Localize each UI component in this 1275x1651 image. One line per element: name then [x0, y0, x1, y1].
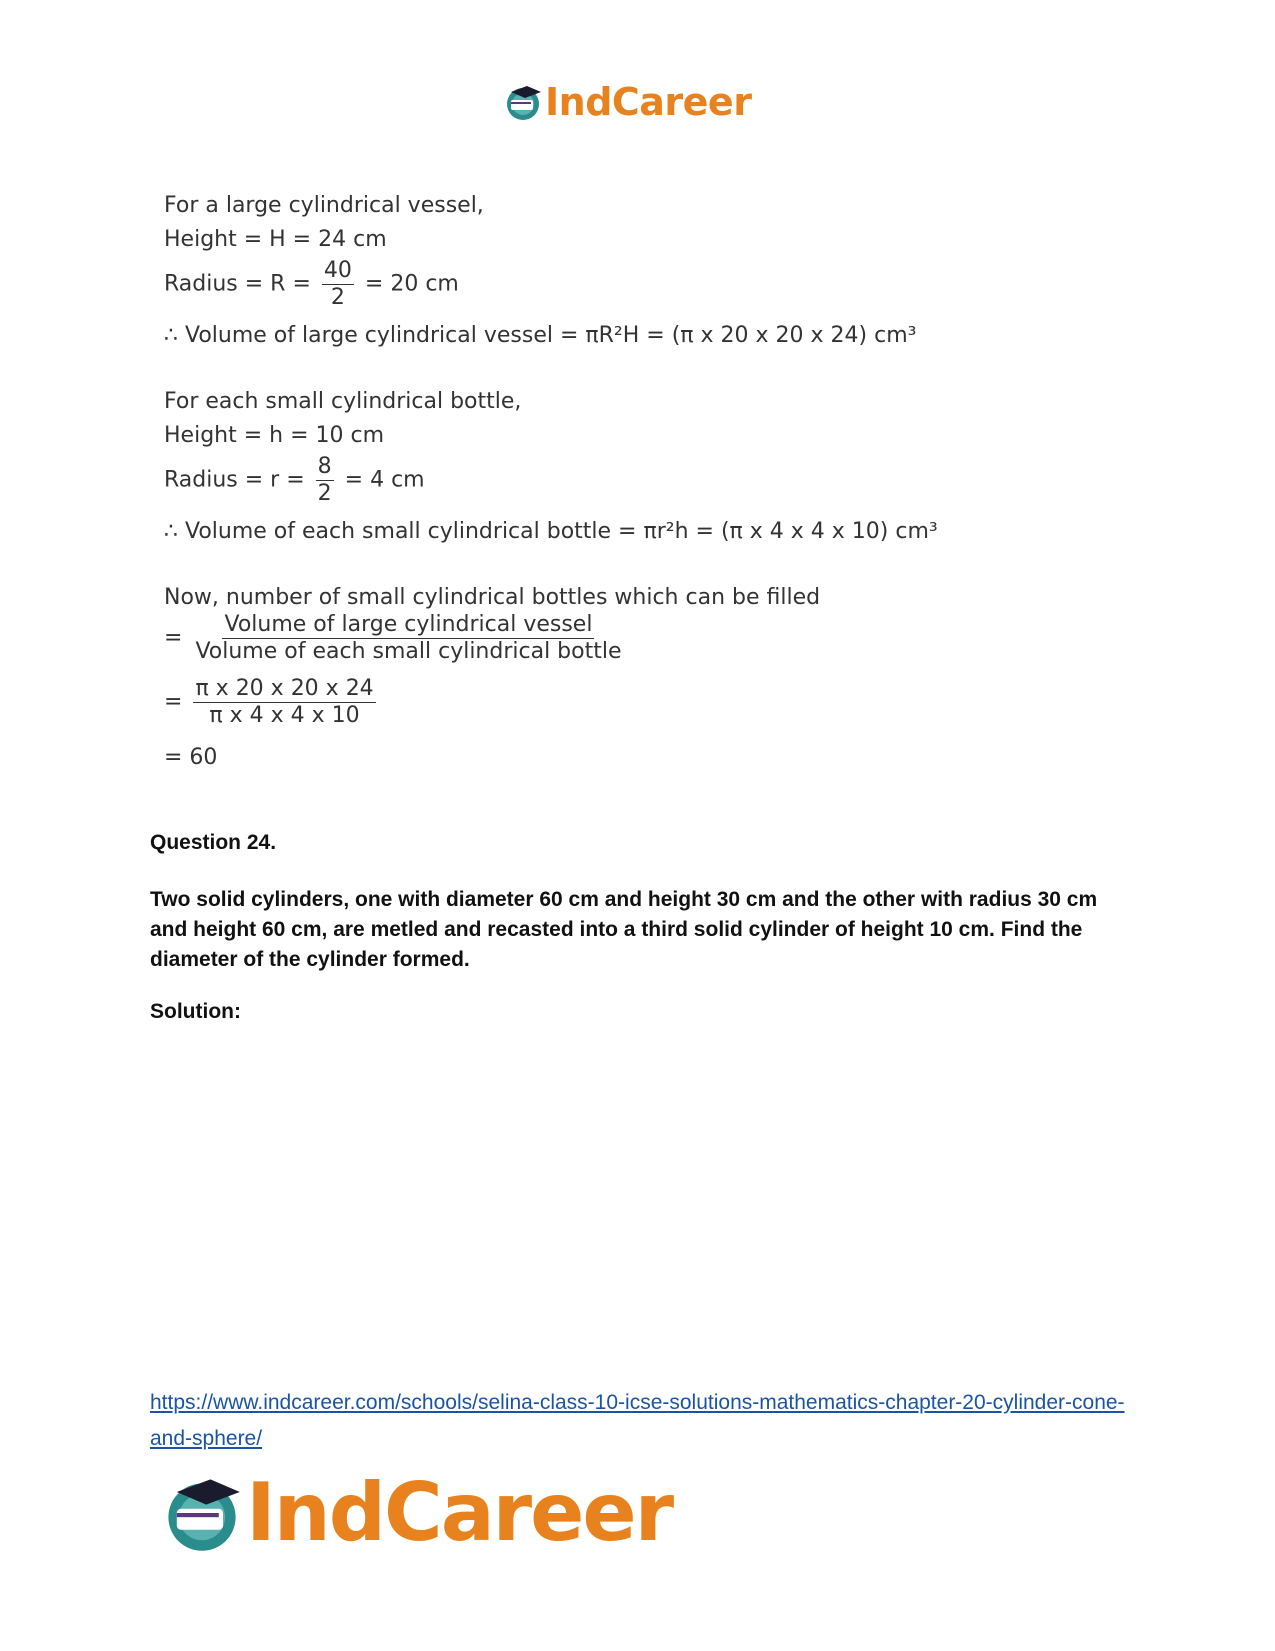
small-bottle-intro: For each small cylindrical bottle,	[164, 389, 522, 414]
small-bottle-height: Height = h = 10 cm	[164, 423, 385, 448]
small-bottle-radius	[164, 454, 425, 507]
footer-logo	[160, 1468, 672, 1558]
header-logo	[503, 80, 751, 124]
fraction-denominator: 2	[317, 481, 332, 506]
fraction-numerator: 8	[317, 454, 332, 479]
radius-fraction	[322, 258, 354, 311]
graduation-globe-icon	[503, 82, 543, 122]
large-vessel-height: Height = H = 24 cm	[164, 227, 387, 252]
graduation-globe-icon	[160, 1471, 244, 1555]
fraction-numerator: 40	[323, 258, 352, 283]
equals-sign: =	[164, 625, 183, 651]
radius-suffix: = 4 cm	[344, 467, 425, 493]
count-substituted	[164, 676, 380, 729]
fraction-numerator: Volume of large cylindrical vessel	[224, 612, 593, 637]
fraction-numerator: π x 20 x 20 x 24	[195, 676, 374, 701]
fraction-denominator: 2	[330, 285, 345, 310]
logo-wordmark: IndCareer	[545, 80, 752, 124]
fraction-denominator: π x 4 x 4 x 10	[209, 703, 360, 728]
radius-suffix: = 20 cm	[364, 271, 459, 297]
large-vessel-intro: For a large cylindrical vessel,	[164, 193, 484, 218]
count-result: = 60	[164, 745, 218, 770]
source-link[interactable]: https://www.indcareer.com/schools/selina-class-10-icse-solutions-mathematics-chapter-20-cylinder-cone-and-sphere/	[150, 1391, 1125, 1450]
large-vessel-radius	[164, 258, 459, 311]
equals-sign: =	[164, 689, 183, 715]
volume-ratio-fraction	[193, 612, 623, 665]
small-bottle-volume: ∴ Volume of each small cylindrical bottle = πr²h = (π x 4 x 4 x 10) cm³	[164, 519, 938, 544]
radius-prefix: Radius = R =	[164, 271, 311, 297]
question-label: Question 24.	[150, 831, 277, 854]
radius-fraction	[316, 454, 334, 507]
count-ratio	[164, 612, 628, 665]
logo-wordmark: IndCareer	[246, 1466, 673, 1559]
solution-label: Solution:	[150, 1000, 241, 1023]
radius-prefix: Radius = r =	[164, 467, 305, 493]
large-vessel-volume: ∴ Volume of large cylindrical vessel = πR²H = (π x 20 x 20 x 24) cm³	[164, 323, 917, 348]
fraction-denominator: Volume of each small cylindrical bottle	[195, 639, 622, 664]
count-intro: Now, number of small cylindrical bottles which can be filled	[164, 585, 821, 610]
numeric-ratio-fraction	[193, 676, 375, 729]
question-text: Two solid cylinders, one with diameter 60 cm and height 30 cm and the other with radius 30 cm and height 60 cm, are metled and recasted into a third solid cylinder of height 10 cm. Find the diameter of the cylinder formed.	[150, 888, 1098, 971]
